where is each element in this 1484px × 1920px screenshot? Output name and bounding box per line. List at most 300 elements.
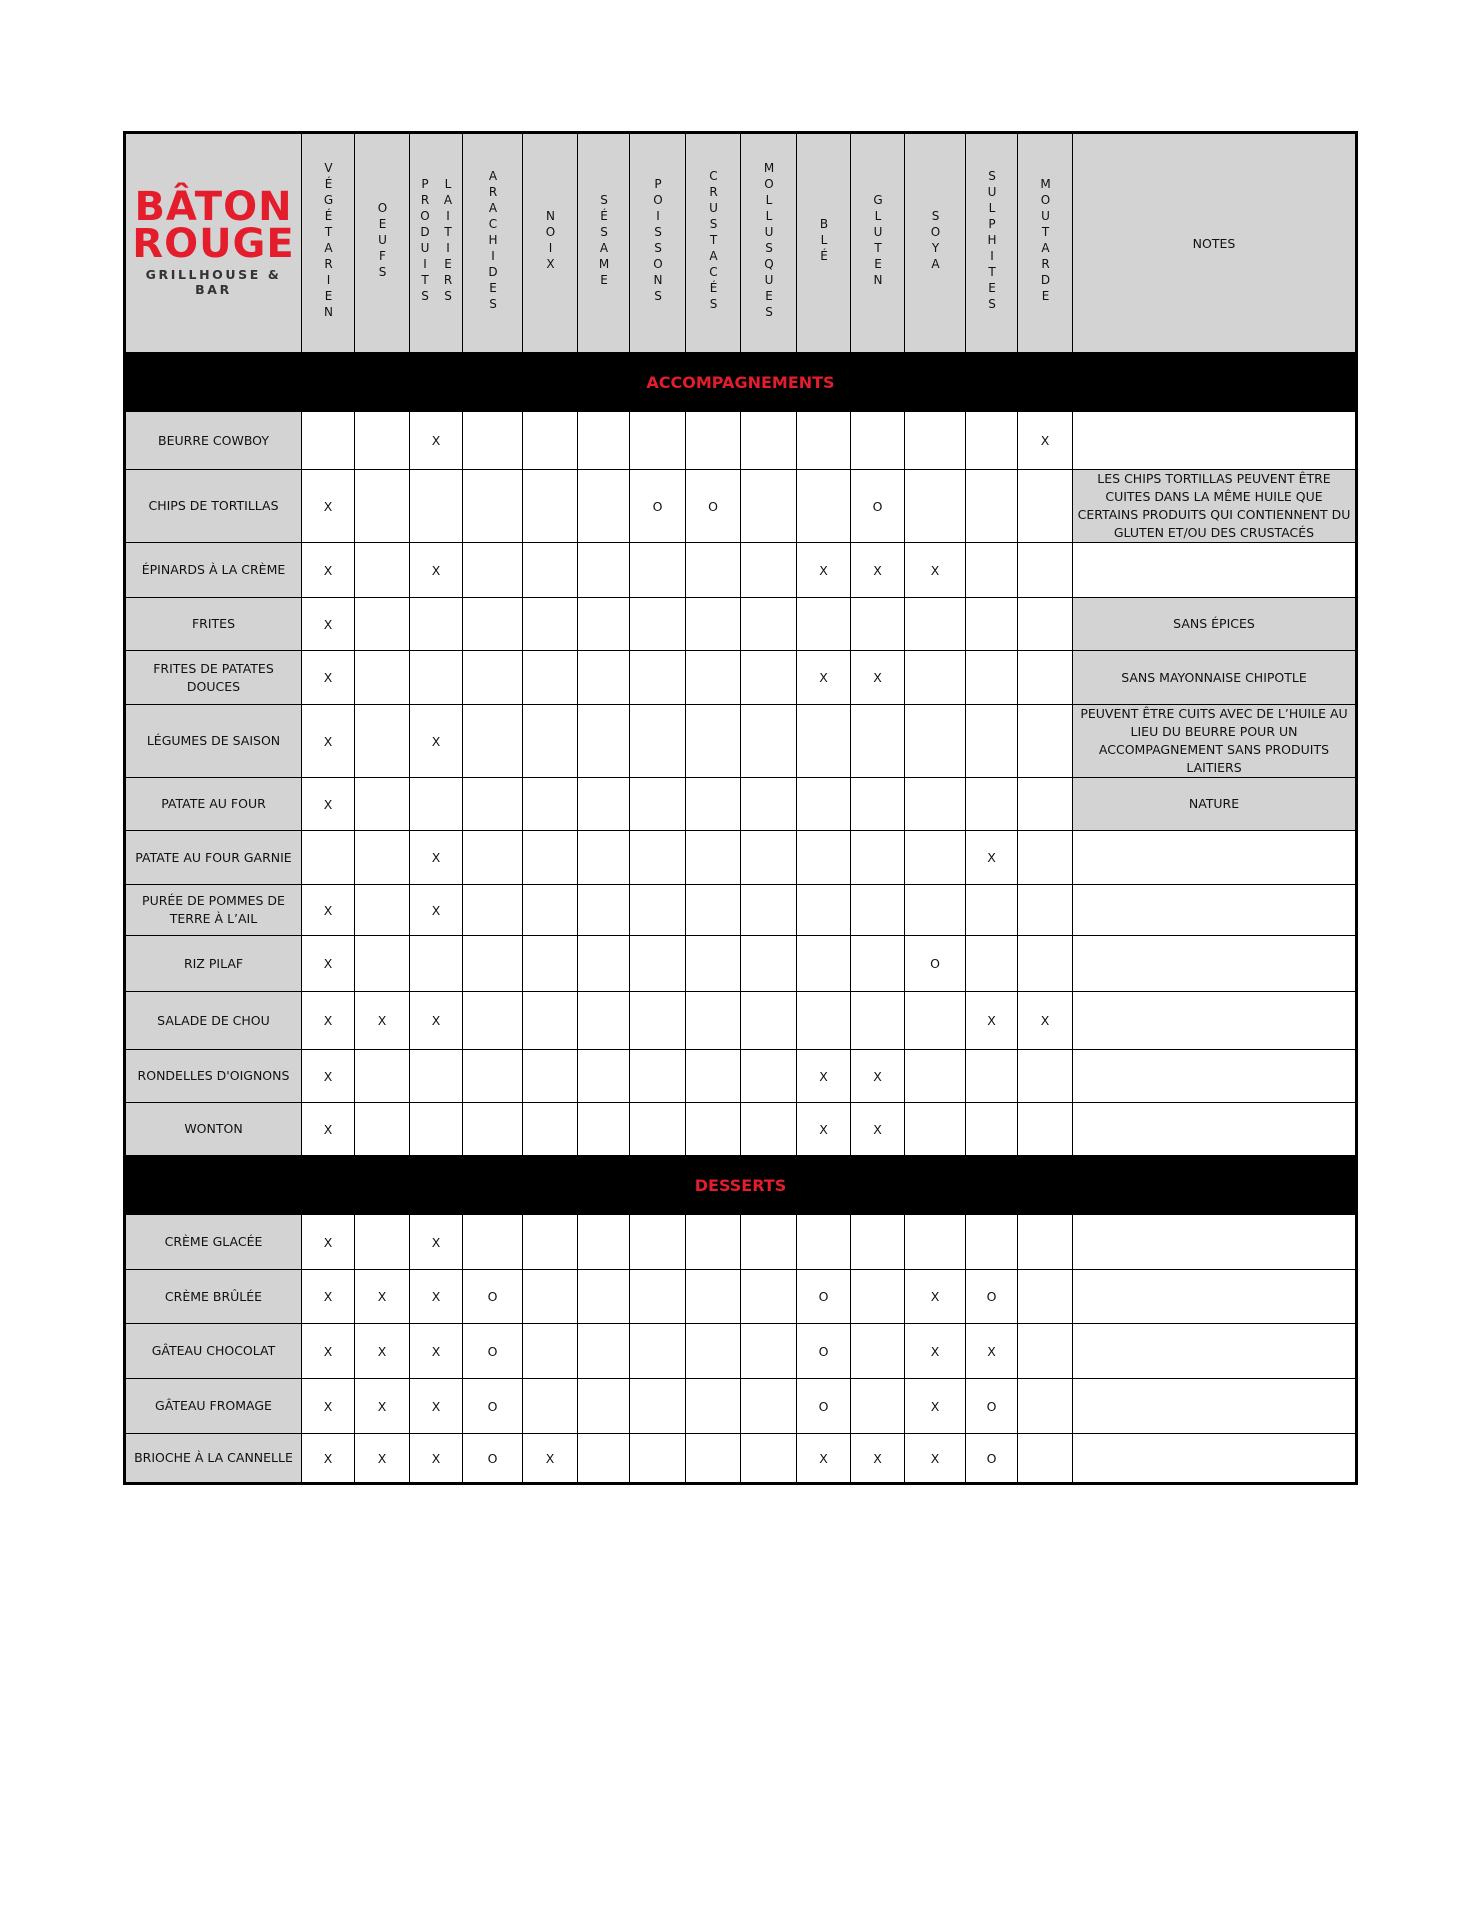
item-name: BRIOCHE À LA CANNELLE bbox=[125, 1434, 302, 1484]
item-name: RIZ PILAF bbox=[125, 936, 302, 992]
allergen-cell-sulphites: O bbox=[966, 1379, 1018, 1434]
allergen-cell-moutarde bbox=[1018, 705, 1073, 778]
item-note bbox=[1073, 412, 1357, 470]
allergen-cell-arachides: O bbox=[463, 1270, 523, 1324]
allergen-cell-mollusques bbox=[741, 885, 797, 936]
allergen-cell-moutarde bbox=[1018, 1050, 1073, 1103]
item-name: CHIPS DE TORTILLAS bbox=[125, 470, 302, 543]
table-row bbox=[125, 778, 1357, 831]
allergen-cell-mollusques bbox=[741, 992, 797, 1050]
item-note bbox=[1073, 831, 1357, 885]
allergen-cell-vegetarien: X bbox=[302, 885, 355, 936]
allergen-cell-poissons bbox=[630, 543, 686, 598]
allergen-cell-poissons bbox=[630, 778, 686, 831]
allergen-cell-oeufs: X bbox=[355, 1324, 410, 1379]
column-header-crustaces: CRUSTACÉS bbox=[686, 133, 741, 353]
allergen-cell-arachides: O bbox=[463, 1379, 523, 1434]
allergen-cell-crustaces bbox=[686, 1050, 741, 1103]
allergen-cell-ble bbox=[797, 992, 851, 1050]
allergen-cell-sesame bbox=[578, 992, 630, 1050]
column-header-poissons: POISSONS bbox=[630, 133, 686, 353]
allergen-cell-crustaces bbox=[686, 705, 741, 778]
allergen-cell-mollusques bbox=[741, 936, 797, 992]
allergen-cell-crustaces bbox=[686, 1379, 741, 1434]
table-row bbox=[125, 1103, 1357, 1156]
allergen-cell-noix bbox=[523, 778, 578, 831]
allergen-cell-moutarde bbox=[1018, 778, 1073, 831]
allergen-cell-noix bbox=[523, 1215, 578, 1270]
allergen-cell-gluten bbox=[851, 1379, 905, 1434]
allergen-cell-vegetarien: X bbox=[302, 1270, 355, 1324]
section-title: DESSERTS bbox=[125, 1156, 1357, 1215]
allergen-cell-ble bbox=[797, 885, 851, 936]
allergen-cell-soya: X bbox=[905, 543, 966, 598]
allergen-cell-produits-laitiers: X bbox=[410, 1270, 463, 1324]
allergen-cell-mollusques bbox=[741, 1215, 797, 1270]
column-header-mollusques: MOLLUSQUES bbox=[741, 133, 797, 353]
allergen-cell-vegetarien: X bbox=[302, 992, 355, 1050]
table-row bbox=[125, 1324, 1357, 1379]
allergen-cell-mollusques bbox=[741, 651, 797, 705]
allergen-cell-oeufs bbox=[355, 1215, 410, 1270]
allergen-cell-soya bbox=[905, 412, 966, 470]
table-row bbox=[125, 885, 1357, 936]
column-header-notes: NOTES bbox=[1073, 133, 1357, 353]
item-name: SALADE DE CHOU bbox=[125, 992, 302, 1050]
item-note bbox=[1073, 1270, 1357, 1324]
allergen-sheet bbox=[123, 131, 1358, 1485]
allergen-cell-soya: X bbox=[905, 1434, 966, 1484]
allergen-cell-mollusques bbox=[741, 705, 797, 778]
table-body bbox=[125, 353, 1357, 1484]
allergen-cell-arachides bbox=[463, 543, 523, 598]
allergen-cell-poissons: O bbox=[630, 470, 686, 543]
table-row bbox=[125, 1050, 1357, 1103]
logo-tagline: GRILLHOUSE & BAR bbox=[145, 267, 282, 297]
allergen-cell-sulphites bbox=[966, 598, 1018, 651]
allergen-cell-mollusques bbox=[741, 470, 797, 543]
logo-cell bbox=[125, 133, 302, 353]
allergen-cell-poissons bbox=[630, 412, 686, 470]
allergen-cell-arachides bbox=[463, 598, 523, 651]
allergen-cell-ble: X bbox=[797, 543, 851, 598]
table-row bbox=[125, 412, 1357, 470]
allergen-cell-soya bbox=[905, 1215, 966, 1270]
allergen-cell-produits-laitiers: X bbox=[410, 543, 463, 598]
allergen-cell-oeufs bbox=[355, 470, 410, 543]
allergen-cell-produits-laitiers: X bbox=[410, 1434, 463, 1484]
allergen-cell-poissons bbox=[630, 1379, 686, 1434]
allergen-cell-soya bbox=[905, 598, 966, 651]
allergen-cell-mollusques bbox=[741, 412, 797, 470]
allergen-cell-sulphites bbox=[966, 412, 1018, 470]
allergen-cell-poissons bbox=[630, 1324, 686, 1379]
table-row bbox=[125, 1379, 1357, 1434]
column-header-sesame: SÉSAME bbox=[578, 133, 630, 353]
allergen-cell-sesame bbox=[578, 705, 630, 778]
allergen-cell-arachides bbox=[463, 1103, 523, 1156]
allergen-cell-mollusques bbox=[741, 543, 797, 598]
allergen-cell-vegetarien: X bbox=[302, 543, 355, 598]
allergen-cell-moutarde bbox=[1018, 543, 1073, 598]
allergen-cell-soya bbox=[905, 705, 966, 778]
allergen-cell-poissons bbox=[630, 598, 686, 651]
item-note bbox=[1073, 543, 1357, 598]
allergen-cell-poissons bbox=[630, 1215, 686, 1270]
allergen-cell-moutarde bbox=[1018, 1215, 1073, 1270]
allergen-cell-moutarde: X bbox=[1018, 412, 1073, 470]
allergen-cell-sulphites bbox=[966, 543, 1018, 598]
allergen-cell-poissons bbox=[630, 1270, 686, 1324]
allergen-cell-arachides bbox=[463, 992, 523, 1050]
allergen-cell-sesame bbox=[578, 412, 630, 470]
allergen-cell-vegetarien: X bbox=[302, 1324, 355, 1379]
allergen-cell-produits-laitiers bbox=[410, 651, 463, 705]
allergen-cell-sesame bbox=[578, 598, 630, 651]
allergen-cell-ble: O bbox=[797, 1324, 851, 1379]
allergen-cell-mollusques bbox=[741, 1324, 797, 1379]
allergen-cell-gluten bbox=[851, 778, 905, 831]
allergen-cell-crustaces: O bbox=[686, 470, 741, 543]
allergen-cell-oeufs bbox=[355, 543, 410, 598]
allergen-cell-produits-laitiers: X bbox=[410, 1324, 463, 1379]
allergen-cell-soya bbox=[905, 1103, 966, 1156]
allergen-cell-sulphites bbox=[966, 778, 1018, 831]
allergen-cell-sesame bbox=[578, 831, 630, 885]
allergen-cell-moutarde bbox=[1018, 831, 1073, 885]
allergen-cell-moutarde bbox=[1018, 885, 1073, 936]
allergen-cell-oeufs bbox=[355, 651, 410, 705]
allergen-cell-vegetarien: X bbox=[302, 705, 355, 778]
allergen-cell-produits-laitiers: X bbox=[410, 705, 463, 778]
column-header-vegetarien: VÉGÉTARIEN bbox=[302, 133, 355, 353]
allergen-cell-ble bbox=[797, 1215, 851, 1270]
allergen-cell-poissons bbox=[630, 936, 686, 992]
allergen-cell-vegetarien: X bbox=[302, 1379, 355, 1434]
column-header-soya: SOYA bbox=[905, 133, 966, 353]
allergen-cell-moutarde bbox=[1018, 470, 1073, 543]
allergen-cell-sulphites: X bbox=[966, 831, 1018, 885]
table-row bbox=[125, 1270, 1357, 1324]
allergen-cell-oeufs bbox=[355, 936, 410, 992]
allergen-cell-vegetarien: X bbox=[302, 598, 355, 651]
allergen-cell-mollusques bbox=[741, 831, 797, 885]
allergen-cell-arachides bbox=[463, 1050, 523, 1103]
item-note bbox=[1073, 1215, 1357, 1270]
allergen-cell-gluten bbox=[851, 1215, 905, 1270]
allergen-cell-ble bbox=[797, 412, 851, 470]
allergen-cell-arachides bbox=[463, 705, 523, 778]
allergen-cell-crustaces bbox=[686, 1103, 741, 1156]
section-header bbox=[125, 353, 1357, 412]
item-name: FRITES bbox=[125, 598, 302, 651]
allergen-cell-gluten bbox=[851, 598, 905, 651]
allergen-cell-noix bbox=[523, 705, 578, 778]
allergen-cell-mollusques bbox=[741, 1103, 797, 1156]
allergen-cell-sulphites bbox=[966, 651, 1018, 705]
table-row bbox=[125, 992, 1357, 1050]
allergen-cell-poissons bbox=[630, 1050, 686, 1103]
allergen-cell-arachides bbox=[463, 1215, 523, 1270]
allergen-cell-moutarde bbox=[1018, 598, 1073, 651]
allergen-cell-arachides: O bbox=[463, 1434, 523, 1484]
allergen-cell-gluten bbox=[851, 1270, 905, 1324]
allergen-cell-gluten: X bbox=[851, 651, 905, 705]
item-name: RONDELLES D'OIGNONS bbox=[125, 1050, 302, 1103]
table-row bbox=[125, 651, 1357, 705]
allergen-cell-soya: O bbox=[905, 936, 966, 992]
allergen-cell-sesame bbox=[578, 936, 630, 992]
item-note: SANS MAYONNAISE CHIPOTLE bbox=[1073, 651, 1357, 705]
allergen-cell-arachides bbox=[463, 831, 523, 885]
allergen-cell-arachides bbox=[463, 885, 523, 936]
allergen-cell-ble: O bbox=[797, 1379, 851, 1434]
allergen-cell-sesame bbox=[578, 1103, 630, 1156]
allergen-cell-moutarde bbox=[1018, 651, 1073, 705]
allergen-cell-soya bbox=[905, 651, 966, 705]
allergen-cell-gluten bbox=[851, 705, 905, 778]
allergen-cell-oeufs bbox=[355, 831, 410, 885]
allergen-cell-crustaces bbox=[686, 1434, 741, 1484]
item-name: PATATE AU FOUR GARNIE bbox=[125, 831, 302, 885]
allergen-cell-mollusques bbox=[741, 1270, 797, 1324]
allergen-cell-sulphites bbox=[966, 1103, 1018, 1156]
allergen-cell-noix bbox=[523, 470, 578, 543]
item-note: PEUVENT ÊTRE CUITS AVEC DE L’HUILE AU LIEU DU BEURRE POUR UN ACCOMPAGNEMENT SANS PRODUITS LAITIERS bbox=[1073, 705, 1357, 778]
allergen-cell-produits-laitiers: X bbox=[410, 992, 463, 1050]
item-note: SANS ÉPICES bbox=[1073, 598, 1357, 651]
section-title: ACCOMPAGNEMENTS bbox=[125, 353, 1357, 412]
item-name: GÂTEAU CHOCOLAT bbox=[125, 1324, 302, 1379]
allergen-cell-oeufs bbox=[355, 598, 410, 651]
allergen-cell-soya bbox=[905, 885, 966, 936]
column-header-produits-laitiers: PRODUITS LAITIERS bbox=[410, 133, 463, 353]
allergen-cell-oeufs: X bbox=[355, 992, 410, 1050]
allergen-cell-noix bbox=[523, 936, 578, 992]
allergen-cell-moutarde bbox=[1018, 1270, 1073, 1324]
allergen-cell-produits-laitiers bbox=[410, 598, 463, 651]
item-name: LÉGUMES DE SAISON bbox=[125, 705, 302, 778]
allergen-cell-mollusques bbox=[741, 1379, 797, 1434]
allergen-cell-produits-laitiers: X bbox=[410, 831, 463, 885]
allergen-cell-soya bbox=[905, 470, 966, 543]
allergen-cell-moutarde: X bbox=[1018, 992, 1073, 1050]
allergen-cell-arachides bbox=[463, 778, 523, 831]
allergen-cell-moutarde bbox=[1018, 1103, 1073, 1156]
allergen-cell-sesame bbox=[578, 1324, 630, 1379]
allergen-cell-vegetarien: X bbox=[302, 936, 355, 992]
item-note bbox=[1073, 1324, 1357, 1379]
allergen-cell-noix bbox=[523, 1270, 578, 1324]
allergen-cell-noix bbox=[523, 1050, 578, 1103]
allergen-cell-ble: X bbox=[797, 1103, 851, 1156]
allergen-cell-moutarde bbox=[1018, 1324, 1073, 1379]
allergen-cell-soya: X bbox=[905, 1324, 966, 1379]
allergen-cell-crustaces bbox=[686, 831, 741, 885]
allergen-cell-sulphites: X bbox=[966, 1324, 1018, 1379]
allergen-cell-sesame bbox=[578, 1270, 630, 1324]
item-note bbox=[1073, 1103, 1357, 1156]
allergen-cell-sesame bbox=[578, 885, 630, 936]
allergen-cell-gluten bbox=[851, 936, 905, 992]
allergen-cell-oeufs bbox=[355, 885, 410, 936]
section-header bbox=[125, 1156, 1357, 1215]
allergen-cell-gluten bbox=[851, 885, 905, 936]
allergen-cell-crustaces bbox=[686, 992, 741, 1050]
allergen-cell-noix bbox=[523, 543, 578, 598]
allergen-cell-noix bbox=[523, 885, 578, 936]
allergen-cell-sulphites: O bbox=[966, 1270, 1018, 1324]
allergen-cell-poissons bbox=[630, 831, 686, 885]
allergen-cell-sesame bbox=[578, 651, 630, 705]
allergen-cell-oeufs: X bbox=[355, 1379, 410, 1434]
allergen-cell-sesame bbox=[578, 1434, 630, 1484]
item-name: WONTON bbox=[125, 1103, 302, 1156]
allergen-cell-produits-laitiers: X bbox=[410, 1215, 463, 1270]
allergen-cell-soya bbox=[905, 778, 966, 831]
allergen-cell-moutarde bbox=[1018, 1434, 1073, 1484]
allergen-cell-sulphites bbox=[966, 1215, 1018, 1270]
item-note bbox=[1073, 992, 1357, 1050]
allergen-cell-moutarde bbox=[1018, 1379, 1073, 1434]
allergen-cell-oeufs bbox=[355, 1103, 410, 1156]
allergen-cell-gluten: O bbox=[851, 470, 905, 543]
allergen-cell-poissons bbox=[630, 705, 686, 778]
allergen-cell-produits-laitiers bbox=[410, 1103, 463, 1156]
allergen-cell-crustaces bbox=[686, 778, 741, 831]
allergen-cell-ble bbox=[797, 831, 851, 885]
column-header-ble: BLÉ bbox=[797, 133, 851, 353]
column-header-sulphites: SULPHITES bbox=[966, 133, 1018, 353]
allergen-cell-sulphites bbox=[966, 885, 1018, 936]
allergen-cell-gluten: X bbox=[851, 1434, 905, 1484]
allergen-cell-arachides bbox=[463, 651, 523, 705]
allergen-cell-produits-laitiers bbox=[410, 778, 463, 831]
allergen-cell-vegetarien: X bbox=[302, 1434, 355, 1484]
allergen-cell-vegetarien: X bbox=[302, 1103, 355, 1156]
item-note bbox=[1073, 1434, 1357, 1484]
allergen-cell-sulphites bbox=[966, 705, 1018, 778]
allergen-cell-arachides bbox=[463, 936, 523, 992]
allergen-cell-crustaces bbox=[686, 1270, 741, 1324]
allergen-cell-vegetarien bbox=[302, 412, 355, 470]
allergen-cell-oeufs bbox=[355, 705, 410, 778]
allergen-cell-poissons bbox=[630, 651, 686, 705]
table-row bbox=[125, 1215, 1357, 1270]
allergen-cell-noix bbox=[523, 1324, 578, 1379]
allergen-cell-ble: X bbox=[797, 651, 851, 705]
allergen-cell-mollusques bbox=[741, 1050, 797, 1103]
allergen-cell-vegetarien: X bbox=[302, 651, 355, 705]
item-name: BEURRE COWBOY bbox=[125, 412, 302, 470]
allergen-cell-sulphites bbox=[966, 936, 1018, 992]
allergen-cell-mollusques bbox=[741, 1434, 797, 1484]
allergen-table bbox=[123, 131, 1358, 1485]
item-name: PATATE AU FOUR bbox=[125, 778, 302, 831]
allergen-cell-sesame bbox=[578, 778, 630, 831]
table-row bbox=[125, 936, 1357, 992]
item-name: ÉPINARDS À LA CRÈME bbox=[125, 543, 302, 598]
allergen-cell-ble bbox=[797, 705, 851, 778]
allergen-cell-ble: X bbox=[797, 1434, 851, 1484]
table-row bbox=[125, 1434, 1357, 1484]
item-name: GÂTEAU FROMAGE bbox=[125, 1379, 302, 1434]
item-name: FRITES DE PATATES DOUCES bbox=[125, 651, 302, 705]
allergen-cell-poissons bbox=[630, 1434, 686, 1484]
item-name: PURÉE DE POMMES DE TERRE À L’AIL bbox=[125, 885, 302, 936]
allergen-cell-gluten bbox=[851, 1324, 905, 1379]
item-note: LES CHIPS TORTILLAS PEUVENT ÊTRE CUITES DANS LA MÊME HUILE QUE CERTAINS PRODUITS QUI CONTIENNENT DU GLUTEN ET/OU DES CRUSTACÉS bbox=[1073, 470, 1357, 543]
item-note bbox=[1073, 885, 1357, 936]
allergen-cell-produits-laitiers bbox=[410, 936, 463, 992]
item-name: CRÈME GLACÉE bbox=[125, 1215, 302, 1270]
allergen-cell-ble bbox=[797, 598, 851, 651]
allergen-cell-oeufs bbox=[355, 412, 410, 470]
allergen-cell-poissons bbox=[630, 1103, 686, 1156]
allergen-cell-ble bbox=[797, 778, 851, 831]
allergen-cell-noix bbox=[523, 1103, 578, 1156]
allergen-cell-gluten bbox=[851, 412, 905, 470]
allergen-cell-ble: O bbox=[797, 1270, 851, 1324]
allergen-cell-gluten: X bbox=[851, 1050, 905, 1103]
column-header-moutarde: MOUTARDE bbox=[1018, 133, 1073, 353]
allergen-cell-vegetarien: X bbox=[302, 1215, 355, 1270]
allergen-cell-noix bbox=[523, 598, 578, 651]
allergen-cell-crustaces bbox=[686, 1215, 741, 1270]
allergen-cell-poissons bbox=[630, 992, 686, 1050]
allergen-cell-vegetarien: X bbox=[302, 778, 355, 831]
item-note bbox=[1073, 1379, 1357, 1434]
logo-line-2: ROUGE bbox=[132, 221, 295, 267]
allergen-cell-gluten bbox=[851, 992, 905, 1050]
allergen-cell-oeufs bbox=[355, 778, 410, 831]
allergen-cell-mollusques bbox=[741, 598, 797, 651]
allergen-cell-sulphites: O bbox=[966, 1434, 1018, 1484]
allergen-cell-moutarde bbox=[1018, 936, 1073, 992]
allergen-cell-soya bbox=[905, 1050, 966, 1103]
allergen-cell-oeufs: X bbox=[355, 1270, 410, 1324]
item-note: NATURE bbox=[1073, 778, 1357, 831]
allergen-cell-sesame bbox=[578, 470, 630, 543]
allergen-cell-sesame bbox=[578, 1215, 630, 1270]
allergen-cell-oeufs: X bbox=[355, 1434, 410, 1484]
allergen-cell-ble bbox=[797, 936, 851, 992]
allergen-cell-poissons bbox=[630, 885, 686, 936]
allergen-cell-noix: X bbox=[523, 1434, 578, 1484]
allergen-cell-gluten: X bbox=[851, 543, 905, 598]
column-header-noix: NOIX bbox=[523, 133, 578, 353]
table-row bbox=[125, 705, 1357, 778]
allergen-cell-produits-laitiers bbox=[410, 470, 463, 543]
table-row bbox=[125, 543, 1357, 598]
allergen-cell-mollusques bbox=[741, 778, 797, 831]
item-note bbox=[1073, 936, 1357, 992]
allergen-cell-crustaces bbox=[686, 543, 741, 598]
allergen-cell-oeufs bbox=[355, 1050, 410, 1103]
allergen-cell-noix bbox=[523, 651, 578, 705]
column-header-gluten: GLUTEN bbox=[851, 133, 905, 353]
allergen-cell-vegetarien: X bbox=[302, 470, 355, 543]
allergen-cell-soya: X bbox=[905, 1270, 966, 1324]
table-row bbox=[125, 470, 1357, 543]
allergen-cell-soya bbox=[905, 831, 966, 885]
allergen-cell-arachides bbox=[463, 470, 523, 543]
allergen-cell-soya bbox=[905, 992, 966, 1050]
allergen-cell-vegetarien: X bbox=[302, 1050, 355, 1103]
item-note bbox=[1073, 1050, 1357, 1103]
allergen-cell-sesame bbox=[578, 1050, 630, 1103]
item-name: CRÈME BRÛLÉE bbox=[125, 1270, 302, 1324]
